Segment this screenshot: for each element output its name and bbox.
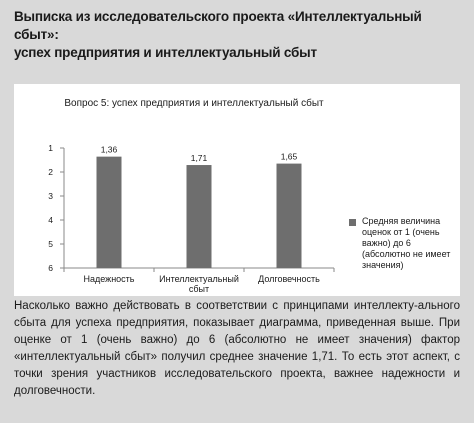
body-paragraph: Насколько важно действовать в соответствии с принципами интеллекту-ального сбыта для успеха предприятия, показывает диаграмма, приведенная выше. При оценке от 1 (очень важно) до 6 (абсолютно не имеет значения) фактор «интеллектуальный сбыт» получил среднее значение 1,71. То есть этот аспект, с точки зрения участников исследовательского проекта, важнее надежности и долговечности. (14, 300, 460, 397)
y-tick-label: 6 (48, 263, 53, 273)
category-label: Интеллектуальный (159, 274, 239, 284)
heading-line-2: успех предприятия и интеллектуальный сбыт (14, 45, 317, 60)
category-label: Долговечность (258, 274, 320, 284)
legend-label: Средняя величина оценок от 1 (очень важно) до 6 (абсолютно не имеет значения) (362, 216, 451, 270)
y-tick-label: 5 (48, 239, 53, 249)
chart-title: Вопрос 5: успех предприятия и интеллектуальный сбыт (64, 98, 324, 109)
y-tick-label: 3 (48, 191, 53, 201)
y-tick-label: 1 (48, 143, 53, 153)
category-label: Надежность (83, 274, 135, 284)
bar (187, 165, 212, 268)
data-label: 1,36 (100, 144, 118, 155)
bar (277, 164, 302, 268)
page-heading (14, 8, 464, 62)
y-tick-label: 2 (48, 167, 53, 177)
data-label: 1,71 (190, 153, 208, 164)
bar (97, 157, 122, 268)
data-label: 1,65 (280, 151, 298, 162)
heading-line-1: Выписка из исследовательского проекта «Интеллектуальный сбыт»: (14, 9, 422, 42)
y-tick-label: 4 (48, 215, 53, 225)
legend-swatch (349, 219, 356, 226)
category-label: сбыт (188, 284, 210, 294)
chart-panel (14, 84, 460, 296)
